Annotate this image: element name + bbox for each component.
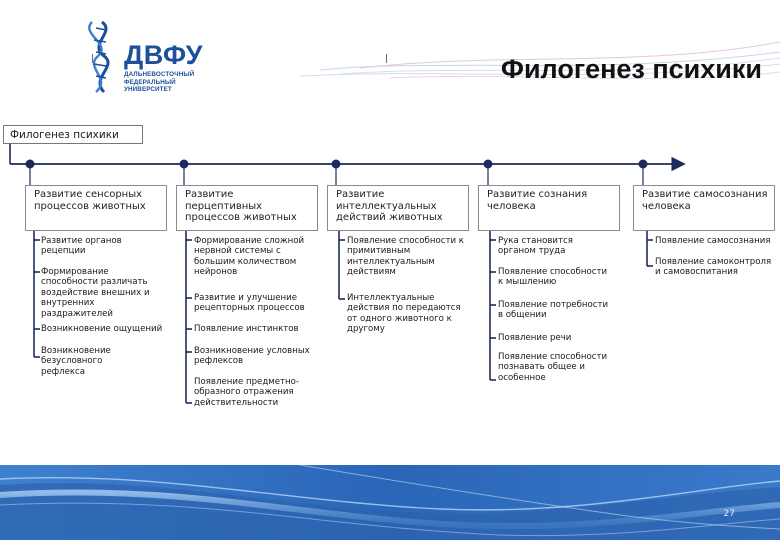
diagram-root: Филогенез психики — [3, 125, 143, 144]
list-item: Появление самосознания — [655, 236, 771, 246]
branch-sensory: Развитие сенсорных процессов животных — [25, 185, 167, 231]
list-item: Появление речи — [498, 333, 572, 343]
list-item: Интеллектуальные действия по передаются от одного животного к другому — [347, 293, 461, 335]
list-item: Развитие и улучшение рецепторных процессов — [194, 293, 305, 314]
list-item: Формирование сложной нервной системы с большим количеством нейронов — [194, 236, 305, 278]
list-item: Рука становится органом труда — [498, 236, 573, 257]
logo-name: ДВФУ — [124, 40, 203, 70]
list-item: Возникновение безусловного рефлекса — [41, 346, 111, 377]
logo-subtitle-line: УНИВЕРСИТЕТ — [124, 86, 172, 94]
branch-intellectual: Развитие интеллектуальных действий животных — [327, 185, 469, 231]
logo-subtitle-line: ДАЛЬНЕВОСТОЧНЫЙ — [124, 71, 195, 78]
list-item: Появление способности к мышлению — [498, 267, 608, 288]
branch-perceptive: Развитие перцептивных процессов животных — [176, 185, 318, 231]
branch-self-consciousness: Развитие самосознания человека — [633, 185, 775, 231]
list-item: Появление потребности в общении — [498, 300, 609, 321]
list-item: Возникновение ощущений — [41, 324, 163, 334]
list-item: Появление предметно-образного отражения действительности — [194, 377, 300, 408]
list-item: Появление способности познавать общее и особенное — [498, 352, 608, 383]
page-number: 27 — [723, 509, 735, 519]
slide-title: Филогенез психики — [500, 54, 762, 84]
branch-consciousness: Развитие сознания человека — [478, 185, 620, 231]
logo-subtitle-line: ФЕДЕРАЛЬНЫЙ — [124, 78, 176, 86]
list-item: Возникновение условных рефлексов — [194, 346, 310, 367]
list-item: Появление способности к примитивным интеллектуальным действиям — [347, 236, 464, 278]
list-item: Развитие органов рецепции — [41, 236, 122, 257]
list-item: Появление инстинктов — [194, 324, 299, 334]
footer-wave — [0, 465, 780, 540]
list-item: Появление самоконтроля и самовоспитания — [655, 257, 772, 278]
list-item: Формирование способности различать воздействие внешних и внутренних раздражителей — [41, 267, 150, 319]
